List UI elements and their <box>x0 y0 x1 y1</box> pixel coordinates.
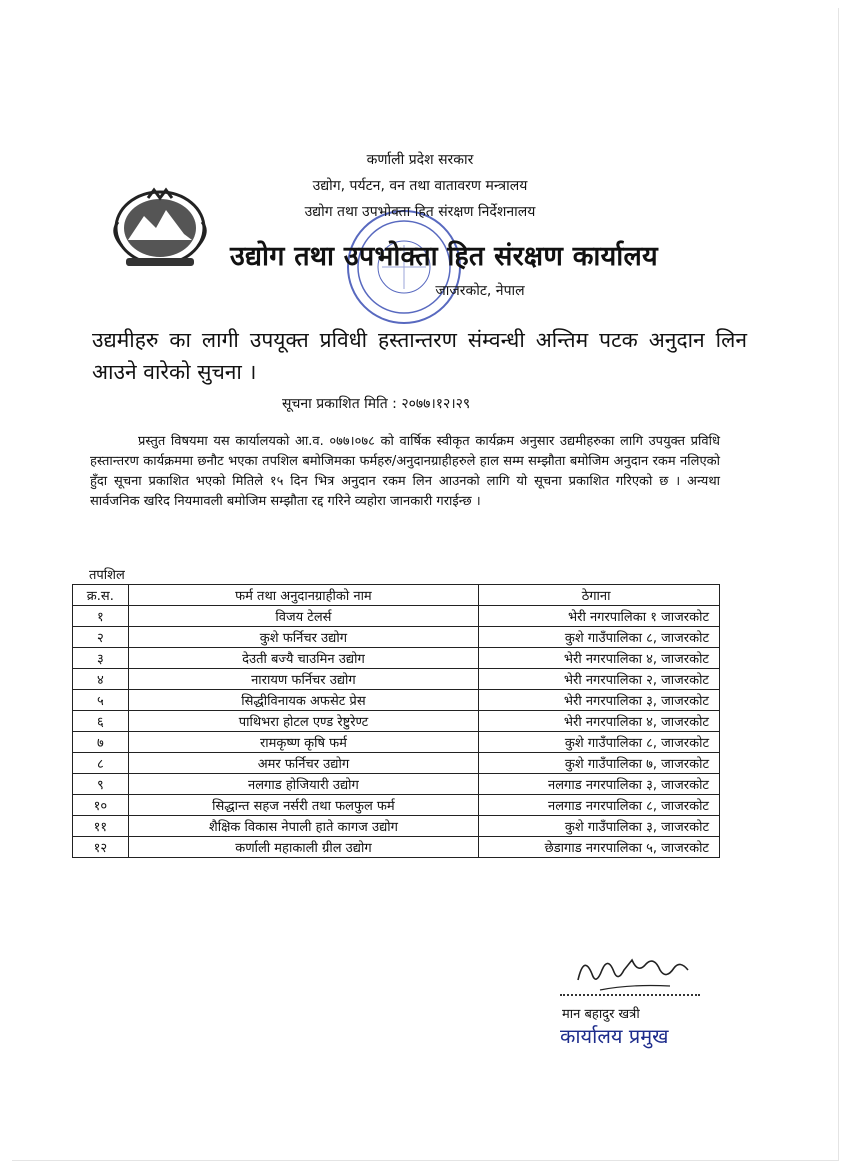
grantee-table <box>72 584 720 858</box>
cell-serial: ३ <box>73 648 129 669</box>
cell-address: कुशे गाउँपालिका ३, जाजरकोट <box>479 816 720 837</box>
directorate-name: उद्योग तथा उपभोक्ता हित संरक्षण निर्देशनालय <box>304 204 536 220</box>
table-row <box>73 795 720 816</box>
table-header-row <box>73 585 720 606</box>
cell-address: भेरी नगरपालिका ४, जाजरकोट <box>479 711 720 732</box>
handwritten-signature <box>570 950 700 998</box>
table-row <box>73 669 720 690</box>
table-row <box>73 774 720 795</box>
office-location: जाजरकोट, नेपाल <box>435 283 525 299</box>
cell-address: भेरी नगरपालिका ४, जाजरकोट <box>479 648 720 669</box>
cell-name: सिद्धान्त सहज नर्सरी तथा फलफुल फर्म <box>128 795 479 816</box>
table-row <box>73 606 720 627</box>
header-serial: क्र.स. <box>73 585 129 606</box>
signer-name: मान बहादुर खत्री <box>562 1007 640 1022</box>
cell-name: देउती बज्यै चाउमिन उद्योग <box>128 648 479 669</box>
cell-address: भेरी नगरपालिका ३, जाजरकोट <box>479 690 720 711</box>
cell-serial: ६ <box>73 711 129 732</box>
cell-name: कर्णाली महाकाली ग्रील उद्योग <box>128 837 479 858</box>
table-row <box>73 690 720 711</box>
cell-serial: १ <box>73 606 129 627</box>
table-row <box>73 753 720 774</box>
table-row <box>73 627 720 648</box>
table-row <box>73 837 720 858</box>
cell-address: छेडागाड नगरपालिका ५, जाजरकोट <box>479 837 720 858</box>
cell-name: विजय टेलर्स <box>128 606 479 627</box>
ministry-name: उद्योग, पर्यटन, वन तथा वातावरण मन्त्रालय <box>312 178 528 194</box>
signer-title: कार्यालय प्रमुख <box>560 1024 669 1048</box>
cell-name: नारायण फर्निचर उद्योग <box>128 669 479 690</box>
cell-address: कुशे गाउँपालिका ८, जाजरकोट <box>479 732 720 753</box>
cell-name: अमर फर्निचर उद्योग <box>128 753 479 774</box>
cell-name: रामकृष्ण कृषि फर्म <box>128 732 479 753</box>
cell-serial: १२ <box>73 837 129 858</box>
table-row <box>73 648 720 669</box>
cell-serial: ४ <box>73 669 129 690</box>
cell-address: भेरी नगरपालिका २, जाजरकोट <box>479 669 720 690</box>
notice-title: उद्यमीहरु का लागी उपयूक्त प्रविधी हस्तान्तरण संम्वन्धी अन्तिम पटक अनुदान लिन आउने वारेको सुचना । <box>92 328 747 384</box>
cell-serial: २ <box>73 627 129 648</box>
government-name: कर्णाली प्रदेश सरकार <box>366 152 474 168</box>
signature-dotted-line <box>560 994 700 996</box>
cell-serial: ११ <box>73 816 129 837</box>
header-address: ठेगाना <box>479 585 720 606</box>
published-date: सूचना प्रकाशित मिति : २०७७।१२।२९ <box>282 396 471 412</box>
cell-address: भेरी नगरपालिका १ जाजरकोट <box>479 606 720 627</box>
cell-serial: ९ <box>73 774 129 795</box>
cell-serial: ५ <box>73 690 129 711</box>
cell-address: नलगाड नगरपालिका ३, जाजरकोट <box>479 774 720 795</box>
cell-name: सिद्धीविनायक अफसेट प्रेस <box>128 690 479 711</box>
cell-name: पाथिभरा होटल एण्ड रेष्टुरेण्ट <box>128 711 479 732</box>
cell-name: नलगाड होजियारी उद्योग <box>128 774 479 795</box>
cell-address: कुशे गाउँपालिका ८, जाजरकोट <box>479 627 720 648</box>
table-row <box>73 711 720 732</box>
cell-address: नलगाड नगरपालिका ८, जाजरकोट <box>479 795 720 816</box>
cell-name: कुशे फर्निचर उद्योग <box>128 627 479 648</box>
office-name: उद्योग तथा उपभोक्ता हित संरक्षण कार्यालय <box>230 241 658 272</box>
header-name: फर्म तथा अनुदानग्राहीको नाम <box>128 585 479 606</box>
cell-serial: १० <box>73 795 129 816</box>
cell-name: शैक्षिक विकास नेपाली हाते कागज उद्योग <box>128 816 479 837</box>
cell-serial: ७ <box>73 732 129 753</box>
table-row <box>73 732 720 753</box>
cell-serial: ८ <box>73 753 129 774</box>
cell-address: कुशे गाउँपालिका ७, जाजरकोट <box>479 753 720 774</box>
notice-body-text: प्रस्तुत विषयमा यस कार्यालयको आ.व. ०७७।०७८ को वार्षिक स्वीकृत कार्यक्रम अनुसार उद्यमीहरुका लागि उपयुक्त प्रविधि हस्तान्तरण कार्यक्रममा छनौट भएका तपशिल बमोजिमका फर्महरु/अनुदानग्राहीहरुले हाल सम्म सम्झौता बमोजिम अनुदान रकम नलिएको हुँदा सूचना प्रकाशित भएको मितिले १५ दिन भित्र अनुदान रकम लिन आउनको लागि यो सूचना प्रकाशित गरिएको छ । अन्यथा सार्वजनिक खरिद नियमावली बमोजिम सम्झौता रद्द गरिने व्यहोरा जानकारी गराईन्छ । <box>90 434 720 509</box>
table-caption: तपशिल <box>89 568 125 583</box>
notice-body <box>90 432 720 512</box>
table-row <box>73 816 720 837</box>
